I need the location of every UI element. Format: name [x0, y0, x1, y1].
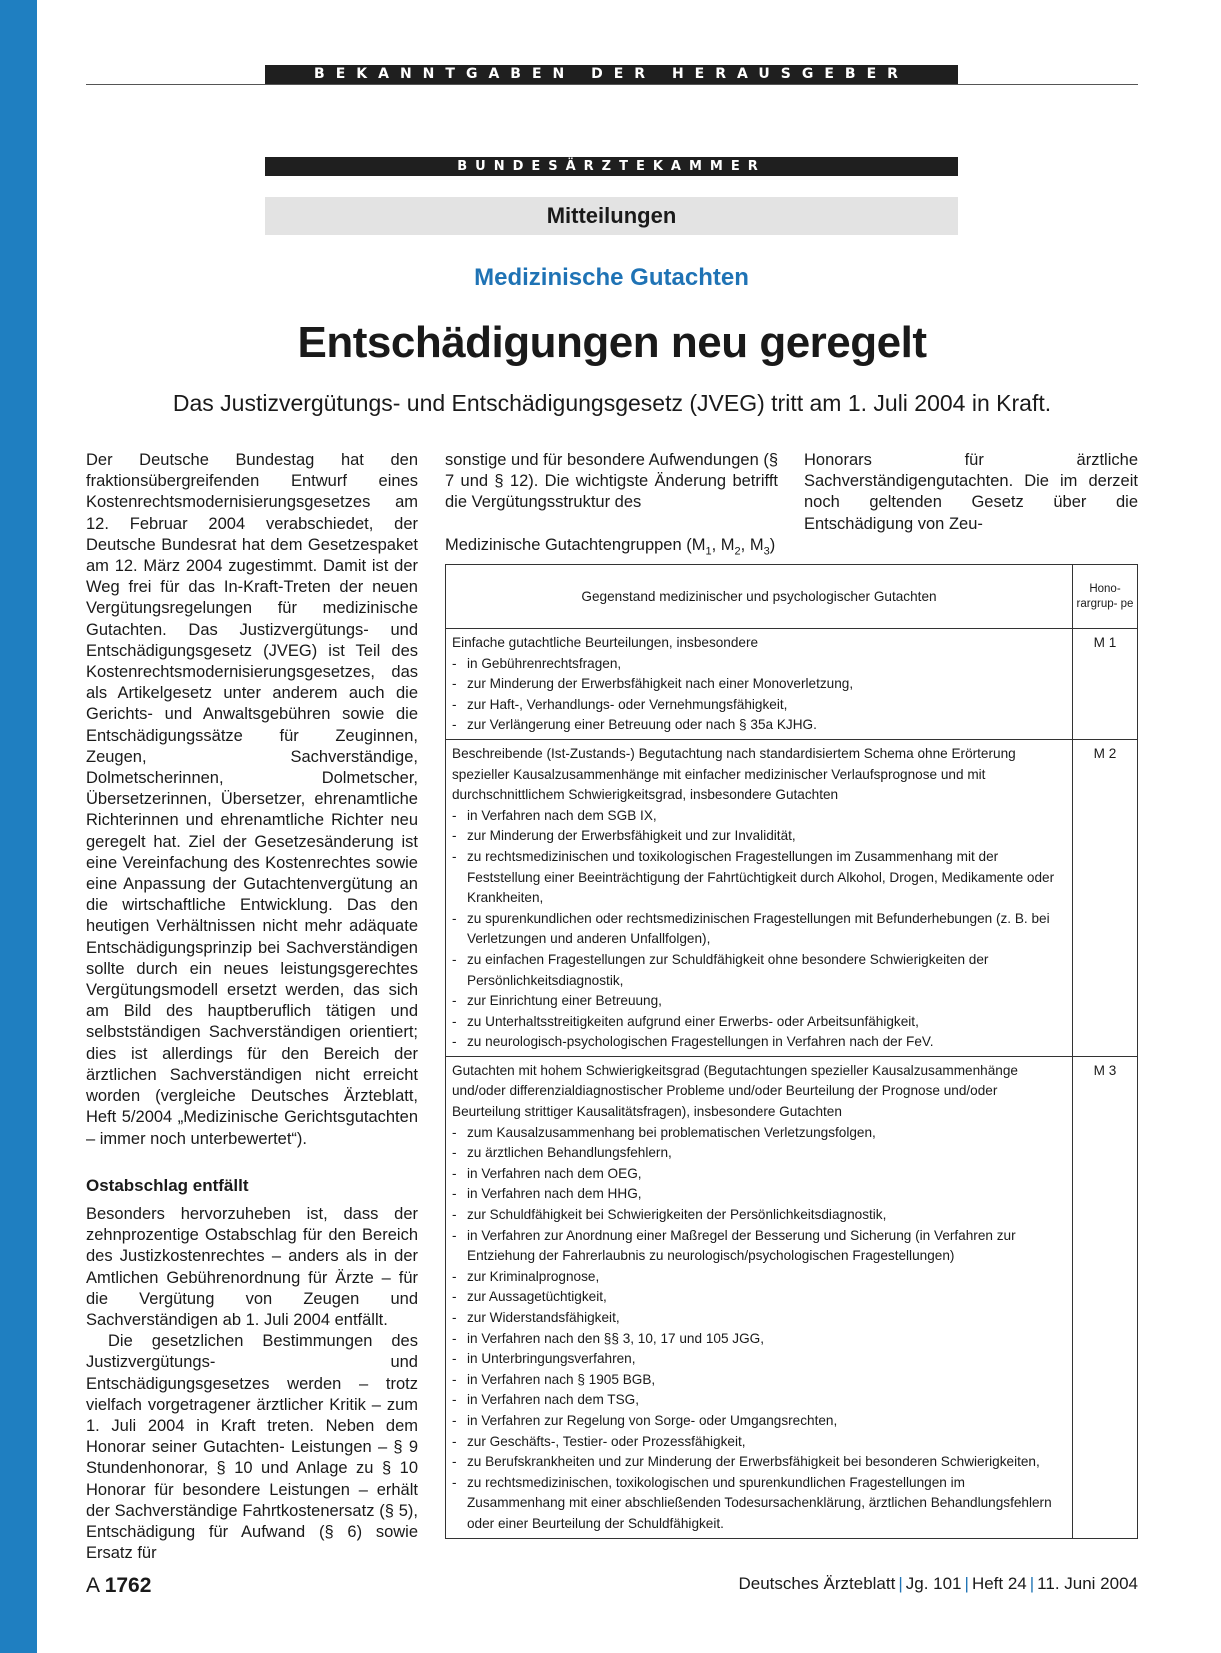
table-caption: Medizinische Gutachtengruppen ($M_1$, $M_2$, $M_3$)	[445, 536, 776, 558]
row-intro: Gutachten mit hohem Schwierigkeitsgrad (Begutachtungen spezieller Kausalzusammenhänge und/oder differenzialdiagnostischer Probleme und/oder Beurteilung der Prognose und/oder Beurteilung strittiger Kausalitätsfragen), insbesondere Gutachten	[452, 1062, 1018, 1120]
list-item: - zur Kriminalprognose,	[452, 1267, 1066, 1288]
list-item: - zur Minderung der Erwerbsfähigkeit und zur Invalidität,	[452, 826, 1066, 847]
list-item: - zu spurenkundlichen oder rechtsmedizinischen Fragestellungen mit Befunderhebungen (z. B. bei Verletzungen und anderen Unfallfolgen),	[452, 909, 1066, 950]
journal-name: Deutsches Ärzteblatt	[738, 1574, 896, 1593]
department-banner: BUNDESÄRZTEKAMMER	[265, 157, 958, 176]
journal-date: 11. Juni 2004	[1037, 1574, 1138, 1593]
list-item: - zur Einrichtung einer Betreuung,	[452, 991, 1066, 1012]
list-item: - zu rechtsmedizinischen, toxikologischen und spurenkundlichen Fragestellungen im Zusammenhang mit einer abschließenden Todesursachenklärung, ärztlichen Behandlungsfehlern oder einer Beurteilung der Schuldfähigkeit.	[452, 1473, 1066, 1535]
list-item: - in Verfahren nach § 1905 BGB,	[452, 1370, 1066, 1391]
list-item: - zu ärztlichen Behandlungsfehlern,	[452, 1143, 1066, 1164]
page-number: A 1762	[86, 1574, 152, 1597]
criteria-list	[452, 806, 1066, 1053]
body-paragraph: Besonders hervorzuheben ist, dass der zehnprozentige Ostabschlag für den Bereich des Justizkostenrechtes – anders als in der Amtlichen Gebührenordnung für Ärzte – für die Vergütung von Zeugen und Sachverständigen ab 1. Juli 2004 entfällt.	[86, 1204, 418, 1329]
table-row-m3	[446, 1056, 1138, 1538]
list-item: - zu Unterhaltsstreitigkeiten aufgrund einer Erwerbs- oder Arbeitsunfähigkeit,	[452, 1012, 1066, 1033]
list-item: - zur Widerstandsfähigkeit,	[452, 1308, 1066, 1329]
list-item: - in Verfahren nach den §§ 3, 10, 17 und 105 JGG,	[452, 1329, 1066, 1350]
list-item: - in Verfahren nach dem SGB IX,	[452, 806, 1066, 827]
list-item: - zur Geschäfts-, Testier- oder Prozessfähigkeit,	[452, 1432, 1066, 1453]
row-intro: Einfache gutachtliche Beurteilungen, insbesondere	[452, 635, 759, 650]
criteria-list	[452, 654, 1066, 736]
list-item: - in Verfahren zur Regelung von Sorge- oder Umgangsrechten,	[452, 1411, 1066, 1432]
journal-issue: Heft 24	[971, 1574, 1027, 1593]
criteria-list	[452, 1123, 1066, 1535]
list-item: - zur Aussagetüchtigkeit,	[452, 1287, 1066, 1308]
table-header-row	[446, 565, 1138, 629]
list-item: - zu einfachen Fragestellungen zur Schuldfähigkeit ohne besondere Schwierigkeiten der Persönlichkeitsdiagnostik,	[452, 950, 1066, 991]
list-item: - zur Verlängerung einer Betreuung oder nach § 35a KJHG.	[452, 715, 1066, 736]
gutachten-groups-table	[445, 564, 1138, 1539]
group-label: M 3	[1073, 1056, 1138, 1538]
column-header-group: Hono- rargrup- pe	[1073, 565, 1138, 629]
article-subtitle: Das Justizvergütungs- und Entschädigungsgesetz (JVEG) tritt am 1. Juli 2004 in Kraft.	[172, 390, 1052, 416]
list-item: - in Verfahren nach dem OEG,	[452, 1164, 1066, 1185]
list-item: - zur Minderung der Erwerbsfähigkeit nach einer Monoverletzung,	[452, 674, 1066, 695]
list-item: - zur Schuldfähigkeit bei Schwierigkeiten der Persönlichkeitsdiagnostik,	[452, 1205, 1066, 1226]
journal-citation: Deutsches Ärzteblatt | Jg. 101 | Heft 24 | 11. Juni 2004	[738, 1574, 1138, 1593]
table-row-m1	[446, 629, 1138, 740]
list-item: - in Unterbringungsverfahren,	[452, 1349, 1066, 1370]
list-item: - in Gebührenrechtsfragen,	[452, 654, 1066, 675]
body-paragraph: Die gesetzlichen Bestimmungen des Justizvergütungs- und Entschädigungsgesetzes werden – trotz vielfach vorgetragener ärztlicher Kritik – zum 1. Juli 2004 in Kraft treten. Neben dem Honorar seiner Gutachten- Leistungen – § 9 Stundenhonorar, § 10 und Anlage zu § 10 Honorar für besondere Leistungen – erhält der Sachverständige Fahrtkostenersatz (§ 5), Entschädigung für Aufwand (§ 6) sowie Ersatz für	[86, 1332, 418, 1563]
body-column-3	[804, 450, 1138, 535]
table-row-m2	[446, 739, 1138, 1056]
body-paragraph: Honorars für ärztliche Sachverständigengutachten. Die im derzeit noch geltenden Gesetz über die Entschädigung von Zeu-	[804, 451, 1138, 533]
list-item: - zum Kausalzusammenhang bei problematischen Verletzungsfolgen,	[452, 1123, 1066, 1144]
list-item: - zu neurologisch-psychologischen Fragestellungen in Verfahren nach der FeV.	[452, 1032, 1066, 1053]
list-item: - in Verfahren nach dem HHG,	[452, 1184, 1066, 1205]
group-label: M 1	[1073, 629, 1138, 740]
rubric-banner: Mitteilungen	[265, 197, 958, 235]
list-item: - zu Berufskrankheiten und zur Minderung der Erwerbsfähigkeit bei besonderen Schwierigkeiten,	[452, 1452, 1066, 1473]
body-paragraph: sonstige und für besondere Aufwendungen (§ 7 und § 12). Die wichtigste Änderung betrifft die Vergütungsstruktur des	[445, 451, 778, 512]
subheading: Ostabschlag entfällt	[86, 1175, 249, 1195]
article-kicker: Medizinische Gutachten	[474, 264, 749, 291]
row-intro: Beschreibende (Ist-Zustands-) Begutachtung nach standardisiertem Schema ohne Erörterung spezieller Kausalzusammenhänge mit einfacher medizinischer Verlaufsprognose und mit durchschnittlichem Schwierigkeitsgrad, insbesondere Gutachten	[452, 745, 1016, 803]
list-item: - in Verfahren zur Anordnung einer Maßregel der Besserung und Sicherung (in Verfahren zur Entziehung der Fahrerlaubnis zu neurologisch/psychologischen Fragestellungen)	[452, 1226, 1066, 1267]
section-banner: BEKANNTGABEN DER HERAUSGEBER	[265, 65, 958, 84]
header-rule	[86, 84, 1138, 85]
article-title: Entschädigungen neu geregelt	[297, 318, 927, 367]
column-header-subject: Gegenstand medizinischer und psychologischer Gutachten	[446, 565, 1073, 629]
journal-volume: Jg. 101	[905, 1574, 962, 1593]
list-item: - in Verfahren nach dem TSG,	[452, 1390, 1066, 1411]
body-paragraph: Der Deutsche Bundestag hat den fraktionsübergreifenden Entwurf eines Kostenrechtsmodernisierungsgesetzes am 12. Februar 2004 verabschiedet, der Deutsche Bundesrat hat dem Gesetzespaket am 12. März 2004 zugestimmt. Damit ist der Weg frei für das In-Kraft-Treten der neuen Vergütungsregelungen für medizinische Gutachten. Das Justizvergütungs- und Entschädigungsgesetz (JVEG) ist Teil des Kostenrechtsmodernisierungsgesetzes, das als Artikelgesetz unter anderem auch die Gerichts- und Anwaltsgebühren sowie die Entschädigungssätze für Zeuginnen, Zeugen, Sachverständige, Dolmetscherinnen, Dolmetscher, Übersetzerinnen, Übersetzer, ehrenamtliche Richterinnen und ehrenamtliche Richter neu geregelt hat. Ziel der Gesetzesänderung ist eine Vereinfachung des Kostenrechtes sowie eine Anpassung der Gutachtenvergütung an die wirtschaftliche Entwicklung. Das den heutigen Verhältnissen nicht mehr adäquate Entschädigungsprinzip bei Sachverständigen sollte durch ein neues leistungsgerechtes Vergütungsmodell ersetzt werden, das sich am Bild des hauptberuflich tätigen und selbstständigen Sachverständigen orientiert; dies ist allerdings für den Bereich der ärztlichen Sachverständigen nicht erreicht worden (vergleiche Deutsches Ärzteblatt, Heft 5/2004 „Medizinische Gerichtsgutachten – immer noch unterbewertet“).	[86, 451, 418, 1148]
list-item: - zu rechtsmedizinischen und toxikologischen Fragestellungen im Zusammenhang mit der Feststellung einer Beeinträchtigung der Fahrtüchtigkeit durch Alkohol, Drogen, Medikamente oder Krankheiten,	[452, 847, 1066, 909]
accent-side-bar	[0, 0, 37, 1653]
list-item: - zur Haft-, Verhandlungs- oder Vernehmungsfähigkeit,	[452, 695, 1066, 716]
body-column-2	[445, 450, 778, 514]
group-label: M 2	[1073, 739, 1138, 1056]
body-column-1	[86, 450, 418, 1564]
